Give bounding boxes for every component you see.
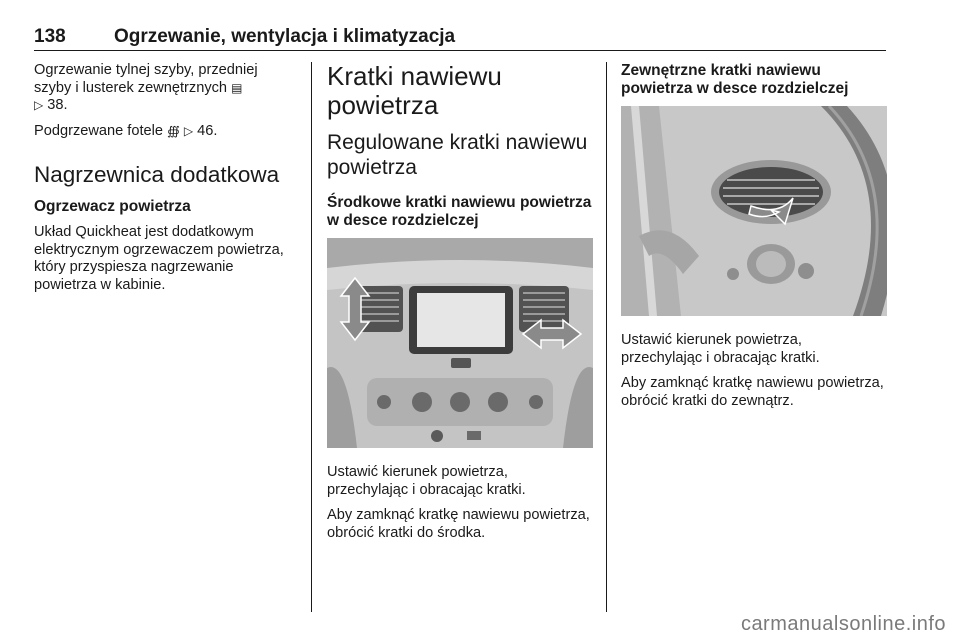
chapter-title: Ogrzewanie, wentylacja i klimatyzacja xyxy=(114,26,456,47)
paragraph-heating-rear-window: Ogrzewanie tylnej szyby, przedniej szyby i lusterek zewnętrznych ▤ ▷ 38. xyxy=(34,62,258,113)
heated-seat-icon: ∰ xyxy=(167,123,180,138)
column-right xyxy=(621,62,887,418)
heading-center-vents: Środkowe kratki nawiewu powietrza w desce rozdzielczej xyxy=(327,194,592,229)
page-number: 138 xyxy=(34,26,66,47)
page-reference[interactable]: 38. xyxy=(47,97,68,113)
watermark: carmanualsonline.info xyxy=(740,613,946,635)
column-divider xyxy=(311,62,312,612)
heading-auxiliary-heater: Nagrzewnica dodatkowa xyxy=(34,162,280,187)
page-header xyxy=(34,22,886,51)
outer-vent-illustration xyxy=(621,106,887,316)
paragraph-heated-seats: Podgrzewane fotele ∰ ▷ 46. xyxy=(34,122,218,139)
center-vents-illustration xyxy=(327,238,593,448)
page-reference-icon: ▷ xyxy=(183,123,194,138)
column-middle xyxy=(327,62,593,550)
heading-adjustable-vents: Regulowane kratki nawiewu powietrza xyxy=(327,131,588,179)
heading-air-vents: Kratki nawiewu powietrza xyxy=(327,61,502,120)
page-reference[interactable]: 46. xyxy=(197,122,218,139)
paragraph-center-close: Aby zamknąć kratkę nawiewu powietrza, obrócić kratki do środka. xyxy=(327,507,590,541)
column-divider xyxy=(606,62,607,612)
heading-air-heater: Ogrzewacz powietrza xyxy=(34,198,191,215)
rear-window-heat-icon: ▤ xyxy=(231,80,243,95)
dashboard-outer-svg xyxy=(621,106,887,316)
column-left xyxy=(34,62,296,302)
heading-outer-vents: Zewnętrzne kratki nawiewu powietrza w desce rozdzielczej xyxy=(621,62,849,97)
paragraph-center-adjust: Ustawić kierunek powietrza, przechylając i obracając kratki. xyxy=(327,464,526,498)
page-reference-icon: ▷ xyxy=(34,98,44,112)
paragraph-quickheat: Układ Quickheat jest dodatkowym elektrycznym ogrzewaczem powietrza, który przyspiesza nagrzewanie powietrza w kabinie. xyxy=(34,224,284,293)
paragraph-outer-adjust: Ustawić kierunek powietrza, przechylając i obracając kratki. xyxy=(621,332,820,366)
paragraph-outer-close: Aby zamknąć kratkę nawiewu powietrza, obrócić kratki do zewnątrz. xyxy=(621,375,884,409)
dashboard-center-svg xyxy=(327,238,593,448)
